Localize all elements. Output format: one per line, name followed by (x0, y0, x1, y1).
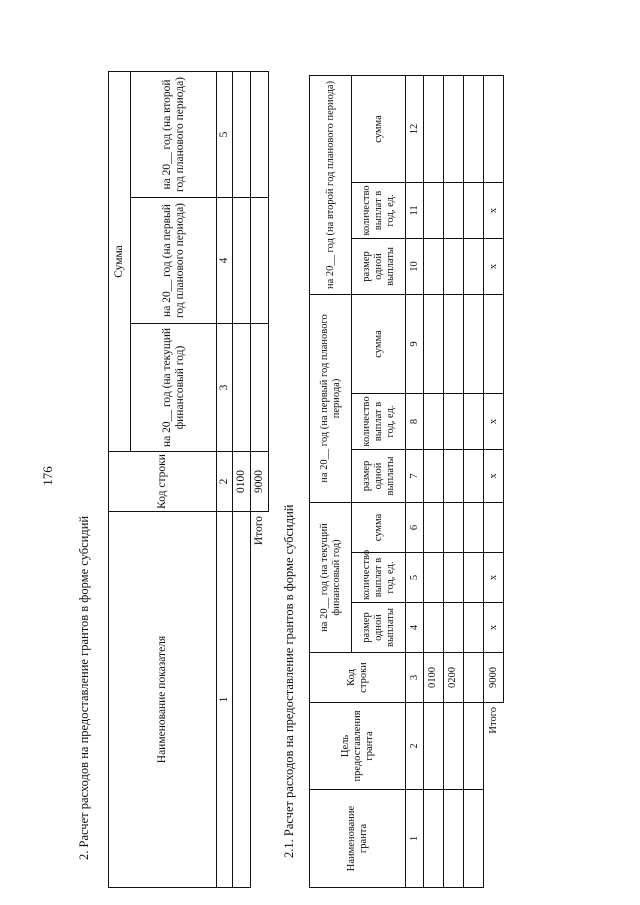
table-cell (423, 553, 443, 603)
table-cell (483, 502, 503, 552)
table-cell (463, 603, 483, 653)
total-label: Итого (251, 512, 269, 888)
col-number: 3 (217, 324, 233, 452)
col-number: 1 (406, 790, 423, 888)
page-number: 176 (39, 466, 55, 486)
table-cell (423, 449, 443, 502)
table-cell (483, 294, 503, 393)
table-cell (423, 603, 443, 653)
header-plan-year-1: на 20__ год (на первый год планового периода) (310, 294, 352, 502)
total-code: 9000 (251, 452, 269, 512)
total-label: Итого (483, 703, 503, 888)
table-cell (443, 703, 463, 790)
header-indicator-name: Наименование показателя (109, 512, 217, 888)
section-2-1-title: 2.1. Расчет расходов на предоставление грантов в форме субсидий (282, 504, 296, 858)
table-cell (423, 182, 443, 238)
col-number: 7 (406, 449, 423, 502)
header-payment-size: размер одной выплаты (352, 603, 406, 653)
row-code: 0100 (423, 653, 443, 703)
header-amount: сумма (352, 502, 406, 552)
header-payment-size: размер одной выплаты (352, 238, 406, 294)
table-cell (423, 294, 443, 393)
table-cell (443, 182, 463, 238)
table-cell (423, 790, 443, 888)
table-cell (443, 790, 463, 888)
x-mark: x (483, 182, 503, 238)
col-number: 5 (406, 553, 423, 603)
header-payment-size: размер одной выплаты (352, 449, 406, 502)
col-number: 1 (217, 512, 233, 888)
table-cell (443, 502, 463, 552)
header-plan-year-2: на 20__ год (на второй год планового периода) (310, 75, 352, 294)
x-mark: x (483, 393, 503, 449)
col-number: 2 (406, 703, 423, 790)
table-cell (423, 502, 443, 552)
table-cell (463, 790, 483, 888)
table-cell (443, 393, 463, 449)
total-code: 9000 (483, 653, 503, 703)
header-grant-name: Наименование гранта (310, 790, 406, 888)
header-row-code: Код строки (109, 452, 217, 512)
table-cell (443, 449, 463, 502)
table-cell (443, 294, 463, 393)
table-cell (443, 603, 463, 653)
table-2-1 (309, 75, 504, 888)
header-grant-purpose: Цель предоставления гранта (310, 703, 406, 790)
table-cell (463, 553, 483, 603)
header-row-code: Код строки (310, 653, 406, 703)
table-2-1-wrapper (309, 75, 504, 888)
header-payment-count: количество выплат в год, ед. (352, 182, 406, 238)
col-number: 4 (406, 603, 423, 653)
col-number: 10 (406, 238, 423, 294)
col-number: 5 (217, 71, 233, 197)
row-code: 0100 (233, 452, 251, 512)
header-amount: сумма (352, 294, 406, 393)
col-number: 9 (406, 294, 423, 393)
table-cell (423, 703, 443, 790)
col-number: 11 (406, 182, 423, 238)
header-payment-count: количество выплат в год, ед. (352, 553, 406, 603)
table-cell (463, 182, 483, 238)
table-cell (423, 238, 443, 294)
x-mark: x (483, 449, 503, 502)
table-cell (443, 553, 463, 603)
col-number: 8 (406, 393, 423, 449)
col-number: 2 (217, 452, 233, 512)
table-cell (463, 653, 483, 703)
table-2 (108, 71, 269, 888)
col-number: 3 (406, 653, 423, 703)
table-cell (423, 393, 443, 449)
header-current-year: на 20__ год (на текущий финансовый год) (310, 502, 352, 652)
table-cell (251, 71, 269, 197)
table-cell (463, 393, 483, 449)
row-code: 0200 (443, 653, 463, 703)
header-plan-year-2: на 20__ год (на второй год планового периода) (131, 71, 217, 197)
table-cell (463, 502, 483, 552)
x-mark: x (483, 238, 503, 294)
table-cell (463, 294, 483, 393)
table-cell (423, 75, 443, 182)
col-number: 4 (217, 198, 233, 324)
header-current-year: на 20__ год (на текущий финансовый год) (131, 324, 217, 452)
header-amount: сумма (352, 75, 406, 182)
table-cell (463, 449, 483, 502)
table-2-wrapper (108, 71, 269, 888)
table-cell (251, 324, 269, 452)
table-cell (483, 75, 503, 182)
table-cell (233, 324, 251, 452)
table-cell (463, 238, 483, 294)
table-cell (233, 198, 251, 324)
table-cell (251, 198, 269, 324)
table-cell (233, 512, 251, 888)
header-sum: Сумма (109, 71, 131, 451)
table-cell (463, 75, 483, 182)
table-cell (443, 75, 463, 182)
col-number: 12 (406, 75, 423, 182)
section-2-title: 2. Расчет расходов на предоставление грантов в форме субсидий (77, 515, 91, 860)
table-cell (463, 703, 483, 790)
x-mark: x (483, 603, 503, 653)
table-cell (443, 238, 463, 294)
col-number: 6 (406, 502, 423, 552)
header-plan-year-1: на 20__ год (на первый год планового периода) (131, 198, 217, 324)
x-mark: x (483, 553, 503, 603)
table-cell (233, 71, 251, 197)
header-payment-count: количество выплат в год, ед. (352, 393, 406, 449)
